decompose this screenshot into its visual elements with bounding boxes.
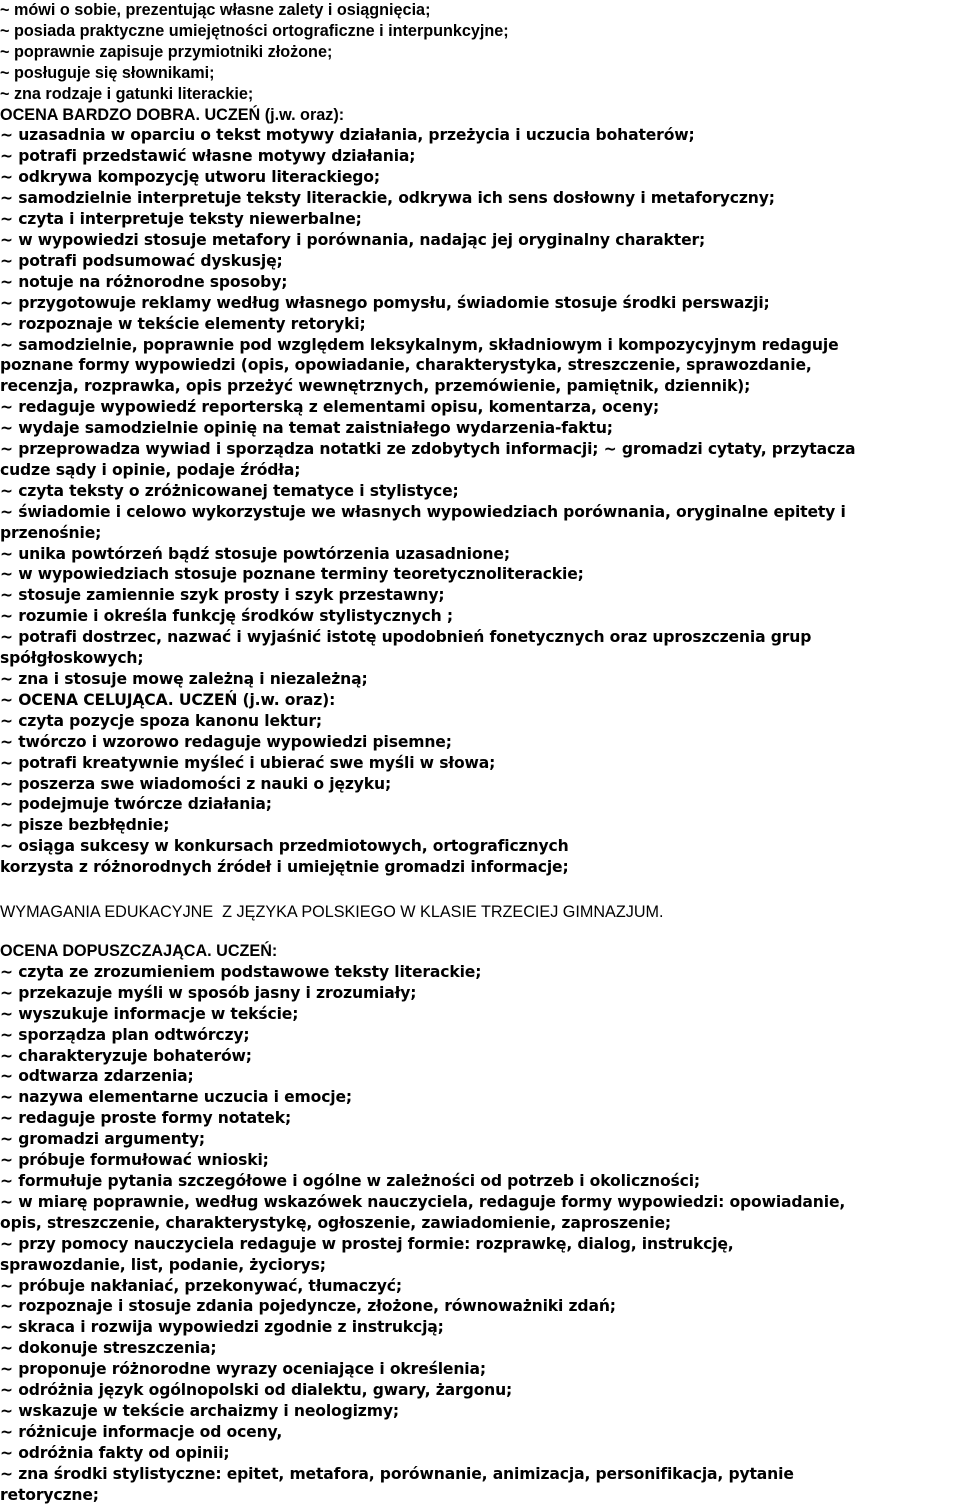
text-line: ~ formułuje pytania szczegółowe i ogólne w zależności od potrzeb i okoliczności; [0, 1171, 701, 1190]
text-line: ~ pisze bezbłędnie; [0, 816, 170, 835]
text-line: ~ potrafi kreatywnie myśleć i ubierać swe myśli w słowa; [0, 753, 496, 772]
text-line: ~ świadomie i celowo wykorzystuje we własnych wypowiedziach porównania, oryginalne epitety i [0, 502, 846, 521]
text-line: ~ gromadzi argumenty; [0, 1130, 205, 1149]
text-line: sprawozdanie, list, podanie, życiorys; [0, 1255, 326, 1274]
text-line: ~ przygotowuje reklamy według własnego pomysłu, świadomie stosuje środki perswazji; [0, 293, 770, 312]
text-line: ~ poprawnie zapisuje przymiotniki złożone; [0, 42, 333, 61]
text-line: ~ odtwarza zdarzenia; [0, 1067, 194, 1086]
text-line: ~ próbuje formułować wnioski; [0, 1151, 269, 1170]
text-line: ~ zna środki stylistyczne: epitet, metafora, porównanie, animizacja, personifikacja, pytanie [0, 1464, 794, 1483]
text-line: ~ rozumie i określa funkcję środków stylistycznych ; [0, 607, 453, 626]
text-line: ~ w wypowiedziach stosuje poznane terminy teoretycznoliterackie; [0, 565, 584, 584]
text-line: ~ czyta pozycje spoza kanonu lektur; [0, 711, 322, 730]
text-line: przenośnie; [0, 523, 102, 542]
text-line: ~ przekazuje myśli w sposób jasny i zrozumiały; [0, 983, 417, 1002]
text-line: ~ odróżnia język ogólnopolski od dialektu, gwary, żargonu; [0, 1381, 513, 1400]
text-line: retoryczne; [0, 1485, 99, 1504]
text-line: ~ redaguje proste formy notatek; [0, 1109, 292, 1128]
text-line: ~ wskazuje w tekście archaizmy i neologizmy; [0, 1401, 399, 1420]
text-line: ~ unika powtórzeń bądź stosuje powtórzenia uzasadnione; [0, 544, 510, 563]
text-line: ~ osiąga sukcesy w konkursach przedmiotowych, ortograficznych [0, 837, 569, 856]
text-line: ~ przeprowadza wywiad i sporządza notatki ze zdobytych informacji; ~ gromadzi cytaty, przytacza [0, 440, 856, 459]
text-line: ~ samodzielnie interpretuje teksty literackie, odkrywa ich sens dosłowny i metaforyczny; [0, 189, 775, 208]
text-line: ~ różnicuje informacje od oceny, [0, 1422, 283, 1441]
text-line: ~ zna rodzaje i gatunki literackie; [0, 84, 254, 103]
text-line: ~ próbuje nakłaniać, przekonywać, tłumaczyć; [0, 1276, 402, 1295]
text-line: ~ potrafi przedstawić własne motywy działania; [0, 147, 416, 166]
text-line: ~ odkrywa kompozycję utworu literackiego; [0, 168, 380, 187]
text-line: ~ wyszukuje informacje w tekście; [0, 1004, 299, 1023]
text-line: ~ poszerza swe wiadomości z nauki o języku; [0, 774, 392, 793]
text-line: ~ mówi o sobie, prezentując własne zalety i osiągnięcia; [0, 1, 431, 19]
text-line: opis, streszczenie, charakterystykę, ogłoszenie, zawiadomienie, zaproszenie; [0, 1213, 671, 1232]
text-line: ~ redaguje wypowiedź reporterską z elementami opisu, komentarza, oceny; [0, 398, 660, 417]
text-line: ~ rozpoznaje i stosuje zdania pojedyncze, złożone, równoważniki zdań; [0, 1297, 616, 1316]
text-line: ~ przy pomocy nauczyciela redaguje w prostej formie: rozprawkę, dialog, instrukcję, [0, 1234, 734, 1253]
text-line: poznane formy wypowiedzi (opis, opowiadanie, charakterystyka, streszczenie, sprawozdanie, [0, 356, 812, 375]
text-line: OCENA BARDZO DOBRA. UCZEŃ (j.w. oraz): [0, 105, 345, 124]
text-line: ~ OCENA CELUJĄCA. UCZEŃ (j.w. oraz): [0, 690, 336, 709]
text-line: ~ posługuje się słownikami; [0, 63, 215, 82]
text-line: ~ proponuje różnorodne wyrazy oceniające i określenia; [0, 1360, 486, 1379]
text-line: ~ wydaje samodzielnie opinię na temat zaistniałego wydarzenia-faktu; [0, 419, 613, 438]
text-line: ~ potrafi podsumować dyskusję; [0, 251, 283, 270]
text-line: spółgłoskowych; [0, 649, 144, 668]
text-line: ~ skraca i rozwija wypowiedzi zgodnie z instrukcją; [0, 1318, 444, 1337]
text-line: ~ twórczo i wzorowo redaguje wypowiedzi pisemne; [0, 732, 452, 751]
document-heading: WYMAGANIA EDUKACYJNE Z JĘZYKA POLSKIEGO W KLASIE TRZECIEJ GIMNAZJUM. [0, 903, 664, 921]
text-line: ~ czyta ze zrozumieniem podstawowe teksty literackie; [0, 962, 482, 981]
text-line: ~ dokonuje streszczenia; [0, 1339, 217, 1358]
text-line: ~ notuje na różnorodne sposoby; [0, 272, 288, 291]
text-line: ~ nazywa elementarne uczucia i emocje; [0, 1088, 352, 1107]
text-line: recenzja, rozprawka, opis przeżyć wewnętrznych, przemówienie, pamiętnik, dziennik); [0, 377, 751, 396]
text-line: ~ rozpoznaje w tekście elementy retoryki; [0, 314, 366, 333]
text-line: ~ potrafi dostrzec, nazwać i wyjaśnić istotę upodobnień fonetycznych oraz uproszczenia grup [0, 628, 812, 647]
text-line: ~ w wypowiedzi stosuje metafory i porównania, nadając jej oryginalny charakter; [0, 230, 706, 249]
text-line: ~ zna i stosuje mowę zależną i niezależną; [0, 670, 368, 688]
text-line: ~ czyta teksty o zróżnicowanej tematyce i stylistyce; [0, 481, 459, 500]
text-line: ~ w miarę poprawnie, według wskazówek nauczyciela, redaguje formy wypowiedzi: opowiadanie, [0, 1192, 846, 1211]
text-line: OCENA DOPUSZCZAJĄCA. UCZEŃ: [0, 942, 278, 960]
requirements-list-grade-pass [0, 941, 958, 1505]
text-line: ~ podejmuje twórcze działania; [0, 795, 272, 814]
text-line: ~ posiada praktyczne umiejętności ortograficzne i interpunkcyjne; [0, 21, 509, 40]
section-heading-block [0, 902, 958, 923]
text-line: ~ uzasadnia w oparciu o tekst motywy działania, przeżycia i uczucia bohaterów; [0, 126, 695, 145]
text-line: ~ samodzielnie, poprawnie pod względem leksykalnym, składniowym i kompozycyjnym redaguje [0, 335, 839, 354]
text-line: korzysta z różnorodnych źródeł i umiejętnie gromadzi informacje; [0, 858, 569, 877]
text-line: ~ czyta i interpretuje teksty niewerbalne; [0, 210, 362, 229]
text-line: ~ charakteryzuje bohaterów; [0, 1046, 252, 1065]
text-line: ~ odróżnia fakty od opinii; [0, 1443, 230, 1462]
text-line: ~ sporządza plan odtwórczy; [0, 1025, 250, 1044]
text-line: cudze sądy i opinie, podaje źródła; [0, 460, 301, 479]
text-line: ~ stosuje zamiennie szyk prosty i szyk przestawny; [0, 586, 445, 605]
